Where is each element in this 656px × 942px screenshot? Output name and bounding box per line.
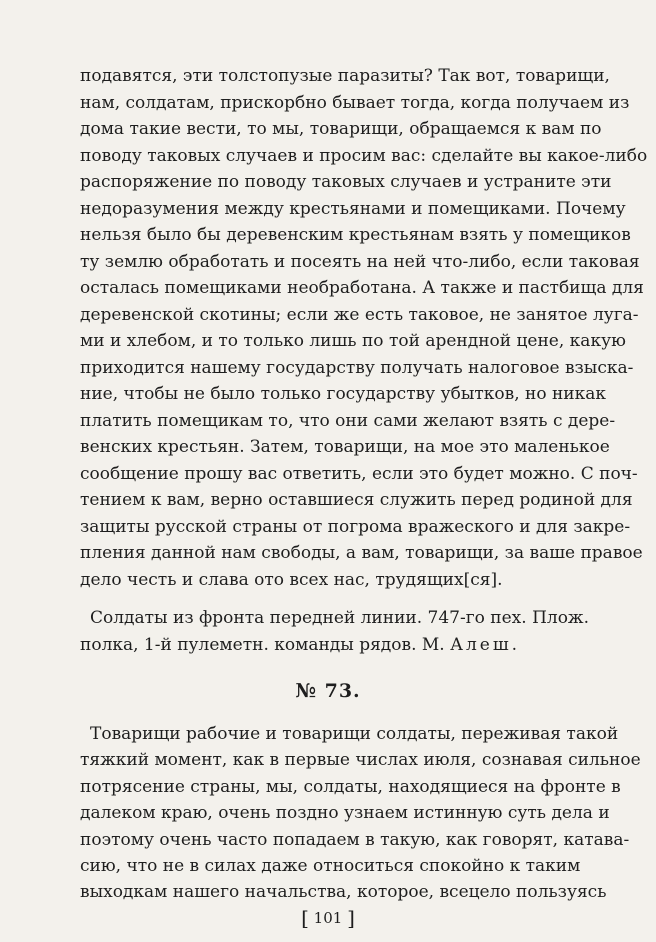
text-line: ние, чтобы не было только государству убытков, но никак xyxy=(80,384,607,404)
page-number-value: 101 xyxy=(313,909,343,927)
document-heading: № 73. xyxy=(295,680,361,702)
text-line: сию, что не в силах даже относиться спокойно к таким xyxy=(80,856,581,876)
text-line: поводу таковых случаев и просим вас: сделайте вы какое-либо xyxy=(80,146,648,166)
signature-unit: полка, 1-й пулеметн. команды рядов. М. xyxy=(80,635,445,655)
text-line: платить помещикам то, что они сами желают взять с дере- xyxy=(80,411,616,431)
signature-line xyxy=(80,633,572,657)
page-number xyxy=(0,906,656,930)
text-line: дело честь и слава ото всех нас, трудящих[ся]. xyxy=(80,570,503,590)
text-line: нам, солдатам, прискорбно бывает тогда, когда получаем из xyxy=(80,93,630,113)
page-number-bracket-close: ] xyxy=(347,906,355,930)
text-line: Товарищи рабочие и товарищи солдаты, переживая такой xyxy=(90,724,619,744)
text-line: недоразумения между крестьянами и помещиками. Почему xyxy=(80,199,626,219)
text-line: ту землю обработать и посеять на ней что-либо, если таковая xyxy=(80,252,640,272)
text-line: подавятся, эти толстопузые паразиты? Так вот, товарищи, xyxy=(80,66,610,86)
text-line: нельзя было бы деревенским крестьянам взять у помещиков xyxy=(80,225,631,245)
text-line: защиты русской страны от погрома вражеского и для закре- xyxy=(80,517,631,537)
signature-line: Солдаты из фронта передней линии. 747-го пех. Плож. xyxy=(90,608,589,628)
text-line: пления данной нам свободы, а вам, товарищи, за ваше правое xyxy=(80,543,643,563)
text-line: далеком краю, очень поздно узнаем истинную суть дела и xyxy=(80,803,610,823)
signature-name: Алеш. xyxy=(450,635,521,655)
text-line: тяжкий момент, как в первые числах июля, сознавая сильное xyxy=(80,750,641,770)
text-line: деревенской скотины; если же есть таковое, не занятое луга- xyxy=(80,305,639,325)
text-line: дома такие вести, то мы, товарищи, обращаемся к вам по xyxy=(80,119,602,139)
text-line: выходкам нашего начальства, которое, всецело пользуясь xyxy=(80,882,607,902)
text-line: поэтому очень часто попадаем в такую, как говорят, катава- xyxy=(80,830,630,850)
text-line: потрясение страны, мы, солдаты, находящиеся на фронте в xyxy=(80,777,621,797)
text-line: тением к вам, верно оставшиеся служить перед родиной для xyxy=(80,490,633,510)
text-line: сообщение прошу вас ответить, если это будет можно. С поч- xyxy=(80,464,638,484)
text-line: ми и хлебом, и то только лишь по той арендной цене, какую xyxy=(80,331,626,351)
text-line: распоряжение по поводу таковых случаев и устраните эти xyxy=(80,172,612,192)
text-line: осталась помещиками необработана. А также и пастбища для xyxy=(80,278,644,298)
page-number-bracket-open: [ xyxy=(301,906,309,930)
text-line: венских крестьян. Затем, товарищи, на мое это маленькое xyxy=(80,437,610,457)
text-line: приходится нашему государству получать налоговое взыска- xyxy=(80,358,634,378)
